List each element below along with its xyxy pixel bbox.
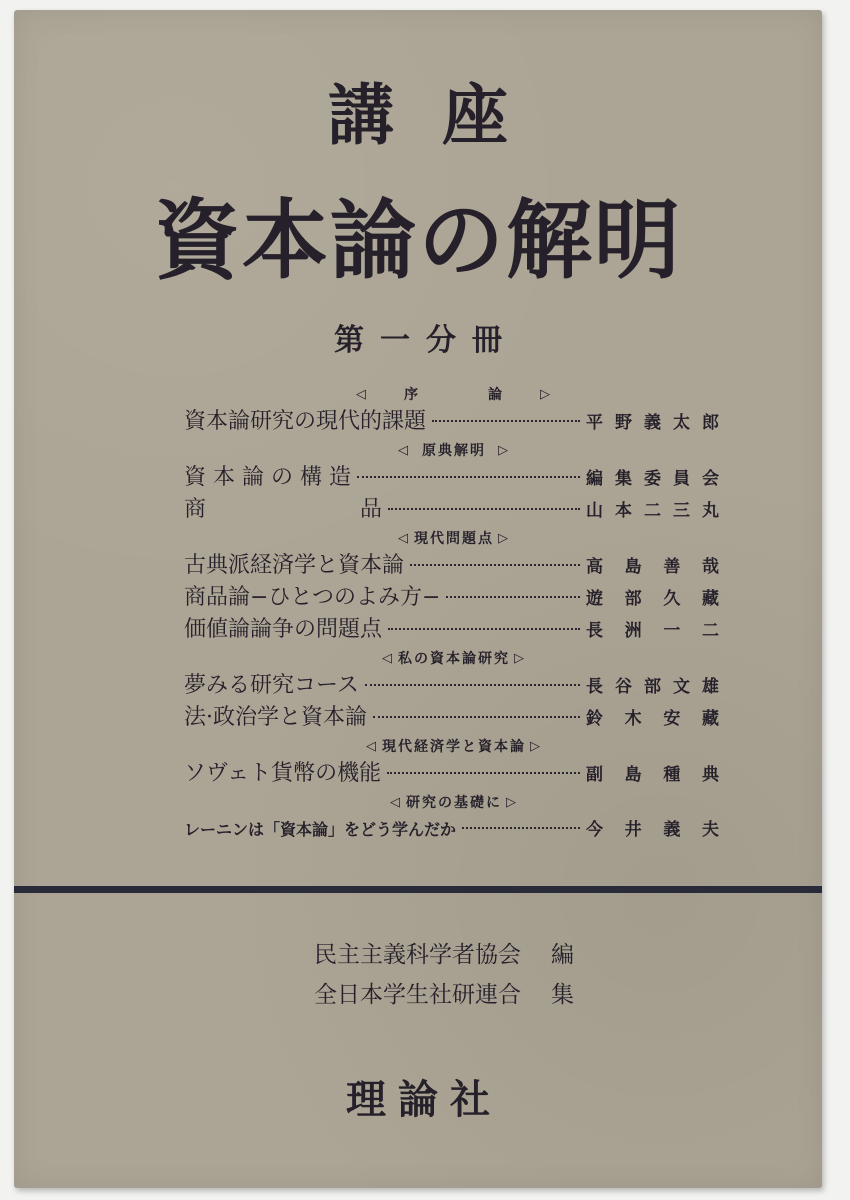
left-triangle-icon: ◁ (356, 386, 368, 402)
right-triangle-icon: ▷ (540, 386, 552, 402)
toc-entry-author: 今井義夫 (586, 820, 724, 840)
dot-leader (432, 420, 580, 422)
toc-entry (184, 406, 724, 438)
dot-leader (462, 827, 580, 829)
section-heading-label: 序 (404, 387, 420, 403)
section-heading-label: 私の資本論研究 (398, 651, 510, 667)
toc-entry-title: 価値論論争の問題点 (184, 617, 383, 642)
toc-entry-author: 鈴木安藏 (586, 709, 724, 729)
toc-entry-title: 夢みる研究コース (184, 673, 359, 698)
section-heading-label: 原典解明 (422, 443, 486, 459)
toc-entry-title: ソヴェト貨幣の機能 (184, 761, 382, 786)
book-cover (14, 10, 822, 1188)
toc-entry-title: 法·政治学と資本論 (184, 705, 367, 730)
toc-entry-title: 資 本 論 の 構 造 (184, 465, 351, 490)
dot-leader (357, 476, 580, 478)
publisher-name: 理論社 (346, 1076, 502, 1123)
toc-entry (184, 550, 724, 582)
dot-leader (373, 716, 580, 718)
left-triangle-icon: ◁ (398, 442, 410, 458)
toc-entry (184, 702, 724, 734)
toc-entry-author: 平野義太郎 (586, 413, 724, 433)
section-heading-label: 論 (488, 387, 504, 403)
editor-name: 民主主義科学者協会 (314, 942, 521, 968)
section-heading (184, 526, 724, 550)
toc-entry-author: 山本二三丸 (586, 501, 724, 521)
right-triangle-icon: ▷ (506, 794, 518, 810)
toc-entry (184, 670, 724, 702)
volume-label: 第一分冊 (334, 323, 518, 358)
toc-entry-title: レーニンは「資本論」をどう学んだか (184, 820, 457, 839)
section-heading (184, 382, 724, 406)
editor-role: 編 (551, 942, 574, 968)
editor-role: 集 (551, 982, 574, 1008)
editor-row (314, 975, 574, 1015)
toc-entry-author: 長谷部文雄 (586, 677, 724, 697)
toc-entry-title: 商 品 (184, 497, 383, 522)
right-triangle-icon: ▷ (498, 442, 510, 458)
left-triangle-icon: ◁ (366, 738, 378, 754)
editor-row (314, 935, 574, 975)
section-heading (184, 790, 724, 814)
toc-entry-title: 古典派経済学と資本論 (184, 553, 405, 578)
section-heading (184, 734, 724, 758)
toc-entry (184, 758, 724, 790)
section-heading-label: 研究の基礎に (406, 795, 502, 811)
left-triangle-icon: ◁ (390, 794, 402, 810)
dot-leader (446, 596, 580, 598)
toc-entry (184, 614, 724, 646)
toc-entry-author: 副島種典 (586, 765, 724, 785)
toc-entry-author: 編集委員会 (586, 469, 724, 489)
right-triangle-icon: ▷ (498, 530, 510, 546)
divider-rule (14, 886, 822, 893)
dot-leader (387, 772, 580, 774)
toc-entry-author: 長洲一二 (586, 621, 724, 641)
toc-entry (184, 582, 724, 614)
right-triangle-icon: ▷ (514, 650, 526, 666)
dot-leader (410, 564, 580, 566)
editors-block (314, 935, 574, 1015)
dot-leader (365, 684, 580, 686)
book-title: 資本論の解明 (154, 190, 682, 291)
section-heading (184, 646, 724, 670)
toc-entry-author: 高島善哉 (586, 557, 724, 577)
editor-name: 全日本学生社研連合 (314, 982, 521, 1008)
section-heading (184, 438, 724, 462)
section-heading-label: 現代経済学と資本論 (382, 739, 526, 755)
toc-entry-author: 遊部久藏 (586, 589, 724, 609)
right-triangle-icon: ▷ (530, 738, 542, 754)
series-label: 講座 (328, 76, 556, 154)
toc-entry-title: 商品論−ひとつのよみ方− (184, 585, 441, 610)
dot-leader (388, 628, 580, 630)
left-triangle-icon: ◁ (398, 530, 410, 546)
dot-leader (388, 508, 580, 510)
toc-entry (184, 462, 724, 494)
toc-entry (184, 494, 724, 526)
toc-entry-title: 資本論研究の現代的課題 (184, 409, 427, 434)
table-of-contents (184, 382, 724, 846)
left-triangle-icon: ◁ (382, 650, 394, 666)
toc-entry (184, 814, 724, 846)
section-heading-label: 現代問題点 (414, 531, 494, 547)
